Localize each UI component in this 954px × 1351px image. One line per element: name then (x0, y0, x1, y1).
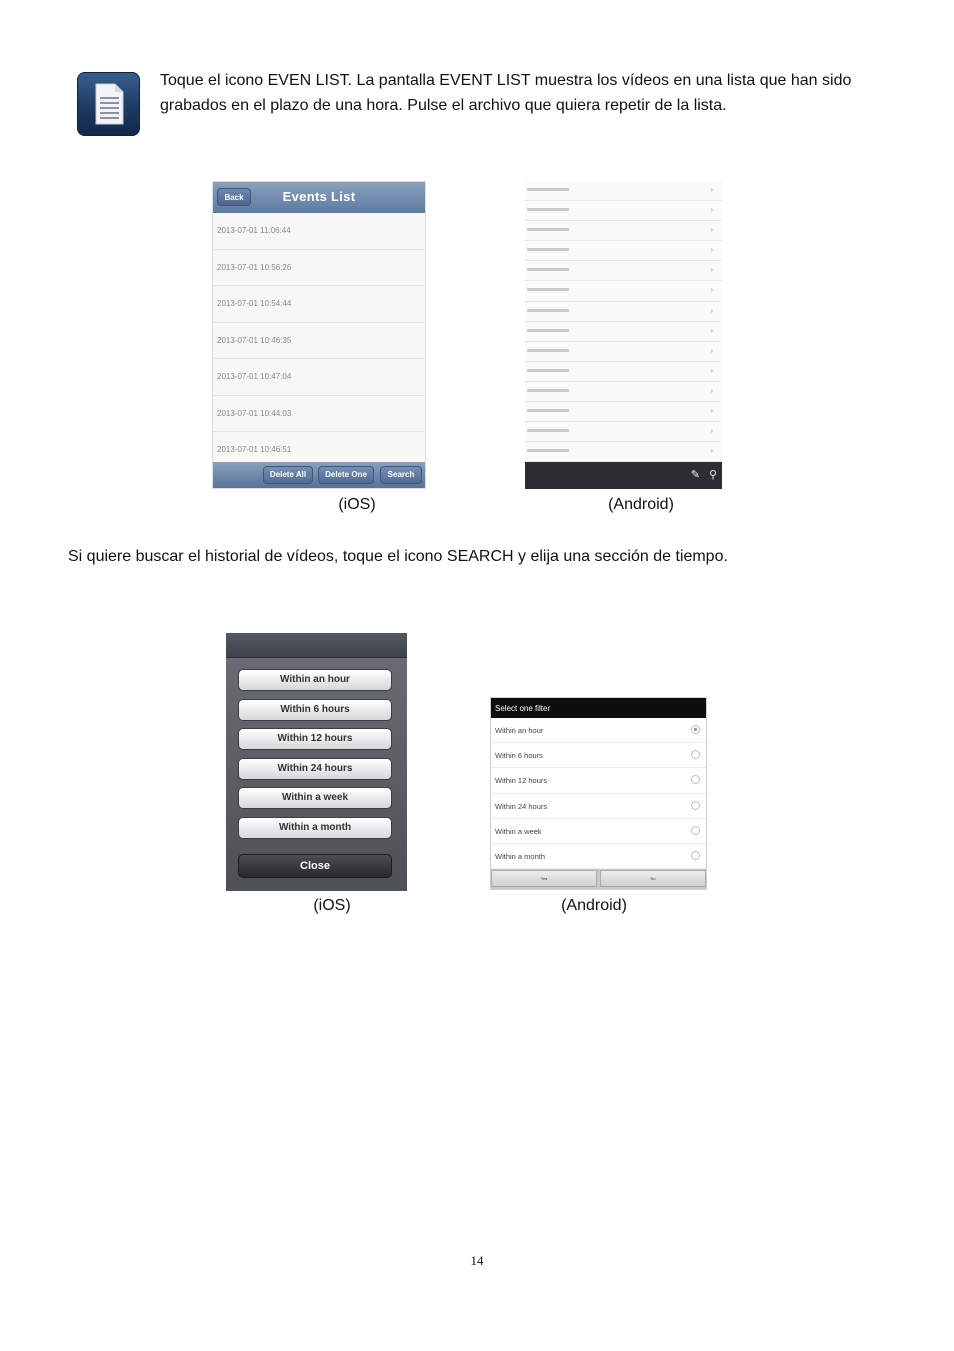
chevron-right-icon: › (710, 285, 713, 295)
android-event-row-text (527, 268, 569, 271)
android-event-row[interactable] (525, 442, 722, 462)
document-list-icon (77, 72, 140, 136)
android-event-row-text (527, 429, 569, 432)
chevron-right-icon: › (710, 385, 713, 395)
filter-within-12-hours-button[interactable]: Within 12 hours (238, 728, 392, 750)
android-event-row-text (527, 389, 569, 392)
chevron-right-icon: › (710, 426, 713, 436)
page-number: 14 (470, 1253, 484, 1268)
event-row[interactable]: 2013-07-01 10:46:51 (213, 432, 425, 469)
ios-events-rows (213, 213, 425, 469)
android-event-row[interactable] (525, 281, 722, 301)
android-event-row[interactable] (525, 362, 722, 382)
android-events-rows (525, 181, 722, 462)
radio-button[interactable] (691, 775, 700, 784)
ios-nav-bar (213, 182, 425, 213)
android-event-row-text (527, 288, 569, 291)
back-button[interactable]: Back (217, 188, 251, 206)
caption-android-filter: (Android) (561, 897, 627, 914)
event-row[interactable]: 2013-07-01 10:44:03 (213, 396, 425, 433)
yes-button[interactable]: Yes (491, 870, 597, 887)
chevron-right-icon: › (710, 365, 713, 375)
filter-within-6-hours-button[interactable]: Within 6 hours (238, 699, 392, 721)
dialog-buttons (491, 869, 706, 889)
android-event-row[interactable] (525, 402, 722, 422)
android-event-row[interactable] (525, 342, 722, 362)
chevron-right-icon: › (710, 245, 713, 255)
android-event-row-text (527, 208, 569, 211)
android-event-row[interactable] (525, 181, 722, 201)
radio-button[interactable] (691, 801, 700, 810)
event-row[interactable]: 2013-07-01 11:06:44 (213, 213, 425, 250)
filter-option[interactable] (491, 794, 706, 819)
search-instruction: Si quiere buscar el historial de vídeos, toque el icono SEARCH y elija una sección de tiempo. (68, 548, 728, 565)
filter-option-label: Within 6 hours (495, 751, 543, 761)
chevron-right-icon: › (710, 225, 713, 235)
android-event-row-text (527, 329, 569, 332)
android-event-row[interactable] (525, 201, 722, 221)
android-event-row-text (527, 188, 569, 191)
android-event-row-text (527, 449, 569, 452)
chevron-right-icon: › (710, 325, 713, 335)
filter-option-label: Within 12 hours (495, 776, 548, 786)
filter-option[interactable] (491, 743, 706, 768)
intro-line-1: Toque el icono EVEN LIST. La pantalla EVENT LIST muestra los vídeos en una lista que han sido (160, 72, 852, 89)
caption-ios-events: (iOS) (338, 496, 376, 513)
chevron-right-icon: › (710, 446, 713, 456)
radio-button[interactable] (691, 826, 700, 835)
caption-android-events: (Android) (608, 496, 674, 513)
filter-option[interactable] (491, 718, 706, 743)
filter-option-label: Within a week (495, 826, 542, 836)
filter-within-24-hours-button[interactable]: Within 24 hours (238, 758, 392, 780)
dialog-title: Select one filter (491, 698, 706, 718)
ios-toolbar (213, 462, 425, 488)
ios-events-list-screen (212, 181, 426, 489)
intro-paragraph (160, 68, 920, 118)
edit-icon[interactable]: ✎ (690, 469, 700, 481)
android-event-row-text (527, 248, 569, 251)
filter-within-week-button[interactable]: Within a week (238, 787, 392, 809)
android-events-list-screen (525, 181, 722, 489)
filter-within-hour-button[interactable]: Within an hour (238, 669, 392, 691)
radio-button[interactable] (691, 750, 700, 759)
android-event-row[interactable] (525, 422, 722, 442)
ios-filter-sheet (226, 633, 407, 891)
search-button[interactable]: Search (380, 466, 422, 484)
android-event-row[interactable] (525, 221, 722, 241)
radio-button[interactable] (691, 851, 700, 860)
android-event-row[interactable] (525, 302, 722, 322)
chevron-right-icon: › (710, 305, 713, 315)
chevron-right-icon: › (710, 265, 713, 275)
filter-option[interactable] (491, 844, 706, 869)
filter-within-month-button[interactable]: Within a month (238, 817, 392, 839)
android-event-row-text (527, 369, 569, 372)
no-button[interactable]: No (600, 870, 706, 887)
filter-option[interactable] (491, 819, 706, 844)
filter-option-label: Within an hour (495, 726, 544, 735)
android-filter-dialog (490, 697, 707, 890)
delete-one-button[interactable]: Delete One (318, 466, 374, 484)
radio-button[interactable] (691, 725, 700, 734)
event-row[interactable]: 2013-07-01 10:46:35 (213, 323, 425, 360)
android-event-row[interactable] (525, 382, 722, 402)
filter-option-label: Within 24 hours (495, 801, 548, 811)
caption-ios-filter: (iOS) (313, 897, 351, 914)
search-icon[interactable]: ⚲ (708, 469, 717, 481)
android-event-row-text (527, 349, 569, 352)
chevron-right-icon: › (710, 205, 713, 215)
event-list-app-icon (77, 72, 140, 136)
android-event-row-text (527, 409, 569, 412)
events-list-title: Events List (282, 189, 356, 204)
filter-option[interactable] (491, 768, 706, 793)
filter-option-label: Within a month (495, 851, 546, 861)
intro-line-2: grabados en el plazo de una hora. Pulse el archivo que quiera repetir de la lista. (160, 97, 727, 114)
delete-all-button[interactable]: Delete All (263, 466, 313, 484)
event-row[interactable]: 2013-07-01 10:54:44 (213, 286, 425, 323)
android-event-row[interactable] (525, 261, 722, 281)
close-button[interactable]: Close (238, 854, 392, 878)
chevron-right-icon: › (710, 185, 713, 194)
event-row[interactable]: 2013-07-01 10:47:04 (213, 359, 425, 396)
android-event-row[interactable] (525, 241, 722, 261)
ios-sheet-header (226, 633, 407, 658)
android-event-row[interactable] (525, 322, 722, 342)
android-event-row-text (527, 309, 569, 312)
android-bottom-bar (525, 462, 722, 489)
android-event-row-text (527, 228, 569, 231)
chevron-right-icon: › (710, 406, 713, 416)
event-row[interactable]: 2013-07-01 10:56:26 (213, 250, 425, 287)
chevron-right-icon: › (710, 345, 713, 355)
